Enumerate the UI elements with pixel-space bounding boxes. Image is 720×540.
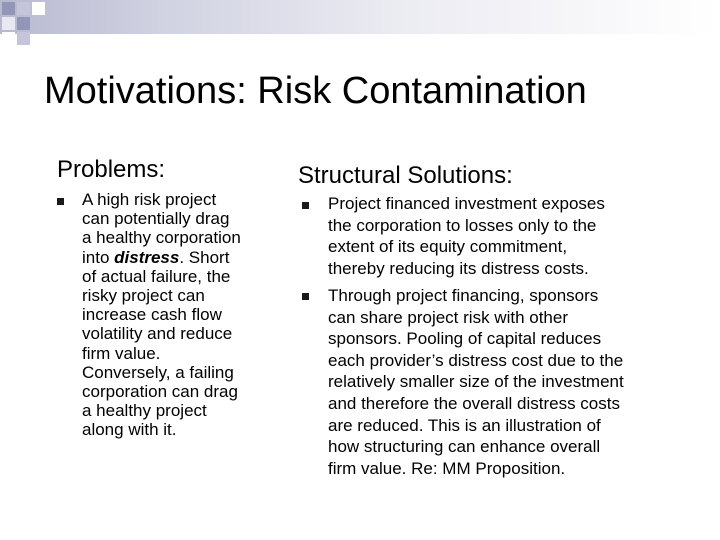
- decor-square: [2, 32, 15, 45]
- right-column-heading: Structural Solutions:: [298, 162, 513, 189]
- decor-square: [32, 2, 45, 15]
- problem-text-start: A high risk project can potentially drag a healthy corporation into: [82, 190, 241, 267]
- distress-emphasis: distress: [114, 247, 180, 267]
- decor-square: [17, 2, 30, 15]
- problem-bullet-text: [82, 190, 297, 440]
- left-column-heading: Problems:: [57, 156, 166, 183]
- problem-text-end: . Short of actual failure, the risky project can increase cash flow volatility and reduce firm value. Conversely, a failing corporation can drag a healthy project along with it.: [82, 247, 238, 440]
- bullet-marker: [302, 202, 309, 209]
- decor-square: [2, 2, 15, 15]
- decor-square: [17, 17, 30, 30]
- solution-bullet-1: Project financed investment exposes the corporation to losses only to the extent of its equity commitment, thereby reducing its distress costs.: [328, 194, 605, 278]
- bullet-marker: [57, 198, 64, 205]
- slide-title: Motivations: Risk Contamination: [44, 70, 587, 112]
- solution-bullet-2: Through project financing, sponsors can share project risk with other sponsors. Pooling of capital reduces each provider’s distress cost due to the relatively smaller size of the investment and therefore the overall distress costs are reduced. This is an illustration of how structuring can enhance overall firm value. Re: MM Proposition.: [328, 286, 624, 478]
- decor-square: [17, 32, 30, 45]
- bullet-marker: [302, 293, 309, 300]
- decor-square: [2, 17, 15, 30]
- header-gradient-strip: [0, 0, 720, 34]
